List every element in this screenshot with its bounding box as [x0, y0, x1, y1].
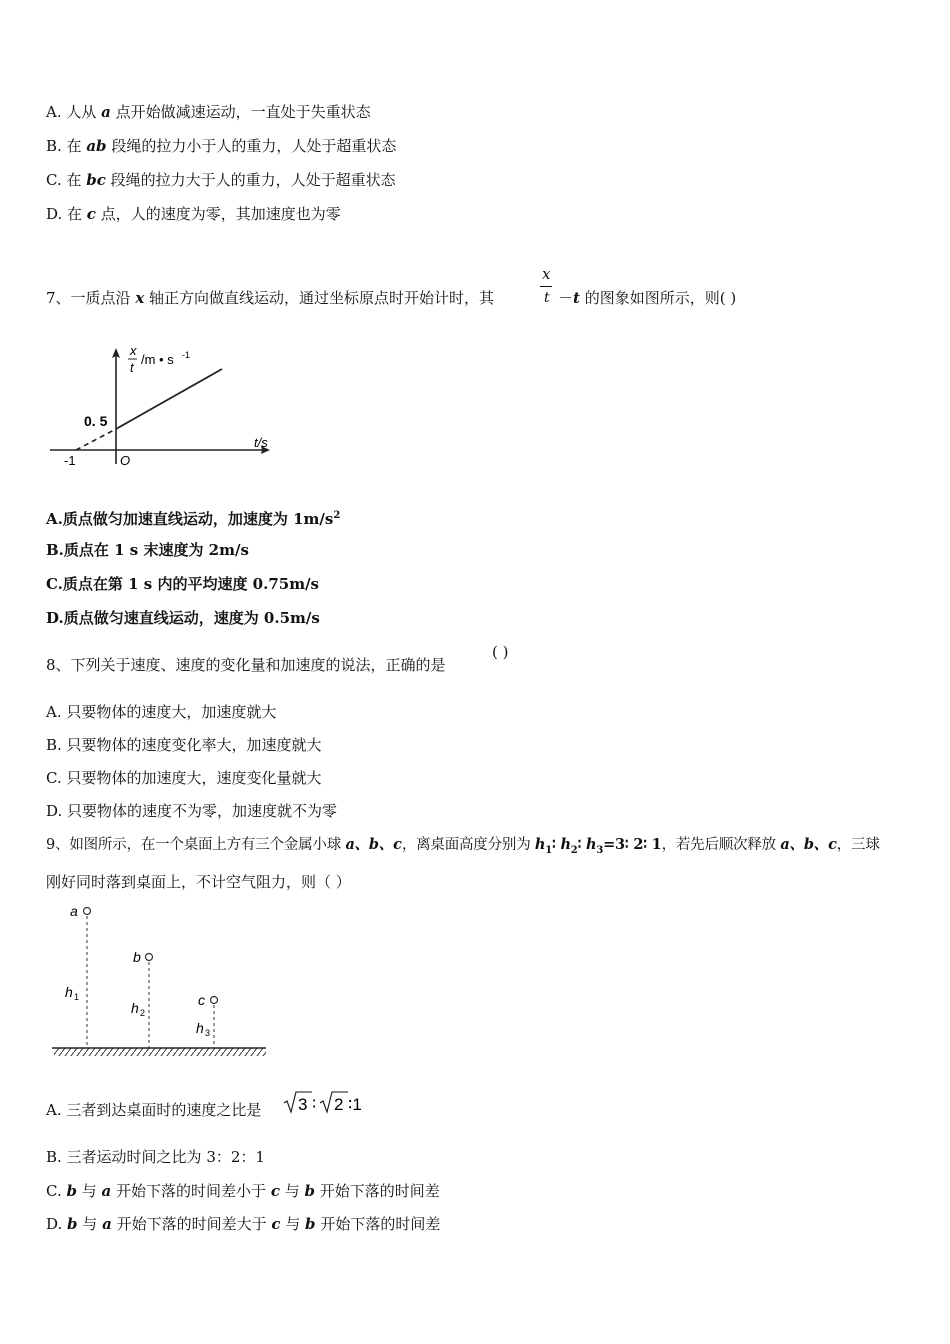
q9-stem-balls2: a、b、c	[780, 836, 837, 853]
q9-figure-ball-c-label: c	[198, 992, 205, 1008]
q9-option-d-t2: 与	[77, 1215, 103, 1233]
q7-option-a-text: A.质点做匀加速直线运动，加速度为 1m/s	[46, 510, 334, 528]
q9-option-c-v3: c	[270, 1182, 280, 1200]
q7-fraction-numerator: x	[542, 265, 551, 283]
q9-option-d-t5: 开始下落的时间差	[315, 1215, 441, 1233]
q9-stem-colon2: ∶	[577, 836, 586, 853]
q6-option-a	[46, 102, 371, 122]
q6-option-b	[46, 136, 396, 156]
q7-graph-neg-label: -1	[64, 453, 76, 468]
q7-stem-minus: －	[558, 289, 574, 307]
q9-option-a-colon1: ∶	[312, 1096, 317, 1113]
q6-option-a-var: a	[101, 103, 111, 121]
q9-option-a-ratio-tail: ∶1	[348, 1095, 362, 1114]
q9-option-d-t4: 与	[280, 1215, 306, 1233]
q9-option-a: A. 三者到达桌面时的速度之比是	[46, 1101, 262, 1119]
q9-figure-h2-sub: 2	[140, 1008, 146, 1018]
q7-stem-part2: 轴正方向做直线运动，通过坐标原点时开始计时，其	[144, 289, 495, 307]
q9-option-d-v3: c	[271, 1215, 281, 1233]
q9-figure-ball-a-label: a	[70, 903, 78, 919]
q6-option-d-text1: D. 在	[46, 205, 87, 223]
q7-stem-part1: 7、一质点沿	[46, 289, 136, 307]
q9-option-b: B. 三者运动时间之比为 3：2：1	[46, 1148, 265, 1166]
q9-stem-part4: ，三球	[836, 837, 880, 853]
q9-option-a-sqrt1-value: 3	[298, 1095, 308, 1114]
q9-option-d-t1: D.	[46, 1215, 68, 1233]
q9-option-d-v4: b	[305, 1215, 316, 1233]
q9-figure-table-hatch	[54, 1048, 266, 1056]
q7-option-a	[46, 506, 340, 529]
q9-stem-colon1: ∶	[552, 836, 561, 853]
q9-option-d-t3: 开始下落的时间差大于	[111, 1215, 272, 1233]
q9-option-c-t2: 与	[76, 1182, 102, 1200]
q7-graph-data-line	[116, 369, 222, 429]
q9-figure-ball-b-label: b	[133, 949, 141, 965]
q7-graph-y-unit: /m • s	[141, 352, 174, 367]
q7-graph-x-label: t/s	[254, 435, 268, 450]
q9-option-a-sqrt2-value: 2	[334, 1095, 344, 1114]
q9-stem-h1: h	[534, 836, 546, 853]
q7-graph-origin-label: O	[120, 453, 131, 468]
q6-option-d-text2: 点，人的速度为零，其加速度也为零	[95, 205, 341, 223]
q6-option-b-text1: B. 在	[46, 137, 87, 155]
q9-figure-h2-label: h	[131, 1000, 139, 1016]
q9-stem-h2-sub: 2	[570, 844, 578, 856]
q9-stem-h3-sub: 3	[596, 844, 604, 856]
q9-stem-part3: ，若先后顺次释放	[661, 837, 781, 853]
q7-option-d: D.质点做匀速直线运动，速度为 0.5m/s	[46, 609, 320, 627]
q6-option-a-text1: A. 人从	[46, 103, 102, 121]
q7-option-a-exp: 2	[333, 510, 341, 521]
q7-graph-y-label-den: t	[130, 360, 134, 375]
q9-figure-h3-label: h	[196, 1020, 204, 1036]
q9-option-c-v2: a	[101, 1182, 112, 1200]
q7-stem-part3: 的图象如图所示，则( )	[579, 289, 737, 307]
q9-stem-h1-sub: 1	[545, 844, 553, 856]
q8-option-b: B. 只要物体的速度变化率大，加速度就大	[46, 736, 322, 754]
q9-stem-ratio: =3∶ 2∶ 1	[603, 836, 662, 853]
q9-option-c	[46, 1181, 440, 1201]
q7-stem-var-x: x	[135, 289, 145, 307]
q7-option-b: B.质点在 1 s 末速度为 2m/s	[46, 541, 249, 559]
q9-option-d-v1: b	[67, 1215, 78, 1233]
q7-stem-tail	[558, 288, 736, 308]
q7-stem	[46, 288, 494, 308]
q9-figure-h3-sub: 3	[205, 1028, 211, 1038]
q9-figure-ball-b	[146, 954, 153, 961]
q7-graph-y-label-num: x	[130, 343, 137, 358]
q6-option-d	[46, 204, 341, 224]
q6-option-c-text2: 段绳的拉力大于人的重力，人处于超重状态	[105, 171, 396, 189]
q7-fraction-denominator: t	[544, 290, 550, 306]
q6-option-b-text2: 段绳的拉力小于人的重力，人处于超重状态	[106, 137, 397, 155]
q9-stem-h2: h	[560, 836, 571, 853]
q7-graph	[40, 338, 285, 473]
q9-option-c-t1: C.	[46, 1182, 67, 1200]
q8-option-a: A. 只要物体的速度大，加速度就大	[46, 703, 277, 721]
q6-option-c	[46, 170, 396, 190]
q9-stem-part2: ，离桌面高度分别为	[401, 837, 535, 853]
q6-option-b-var: ab	[86, 137, 107, 155]
q7-stem-var-t: t	[573, 289, 580, 307]
q9-option-c-v4: b	[304, 1182, 315, 1200]
q9-option-c-t3: 开始下落的时间差小于	[111, 1182, 271, 1200]
q9-option-d	[46, 1214, 440, 1234]
q9-figure	[50, 900, 270, 1060]
q6-option-c-var: bc	[86, 171, 106, 189]
q9-option-a-math	[282, 1086, 372, 1116]
q9-option-c-v1: b	[66, 1182, 77, 1200]
q9-figure-ball-c	[211, 997, 218, 1004]
q9-figure-h1-label: h	[65, 984, 73, 1000]
q7-graph-intercept-label: 0. 5	[84, 413, 108, 429]
q9-option-d-v2: a	[102, 1215, 112, 1233]
q6-option-c-text1: C. 在	[46, 171, 87, 189]
q7-graph-y-unit-exp: -1	[182, 350, 191, 360]
q9-stem-h3: h	[585, 836, 597, 853]
q9-stem-line1	[46, 835, 880, 861]
q9-figure-ball-a	[84, 908, 91, 915]
q9-stem-line2: 刚好同时落到桌面上，不计空气阻力，则（ ）	[46, 873, 351, 891]
q7-graph-extrapolation-line	[76, 429, 116, 450]
q6-option-a-text2: 点开始做减速运动，一直处于失重状态	[110, 103, 371, 121]
q6-option-d-var: c	[86, 205, 96, 223]
q9-figure-h1-sub: 1	[74, 992, 80, 1002]
q8-option-c: C. 只要物体的加速度大，速度变化量就大	[46, 769, 322, 787]
q8-stem: 8、下列关于速度、速度的变化量和加速度的说法，正确的是	[46, 656, 446, 674]
q7-fraction-bar	[540, 286, 552, 287]
q9-stem-part1: 9、如图所示，在一个桌面上方有三个金属小球	[46, 837, 346, 853]
q9-option-c-t4: 与	[279, 1182, 305, 1200]
q9-stem-balls1: a、b、c	[345, 836, 402, 853]
q8-option-d: D. 只要物体的速度不为零，加速度就不为零	[46, 802, 338, 820]
q8-paren: ( )	[492, 643, 509, 661]
q7-option-c: C.质点在第 1 s 内的平均速度 0.75m/s	[46, 575, 319, 593]
q9-option-c-t5: 开始下落的时间差	[315, 1182, 440, 1200]
